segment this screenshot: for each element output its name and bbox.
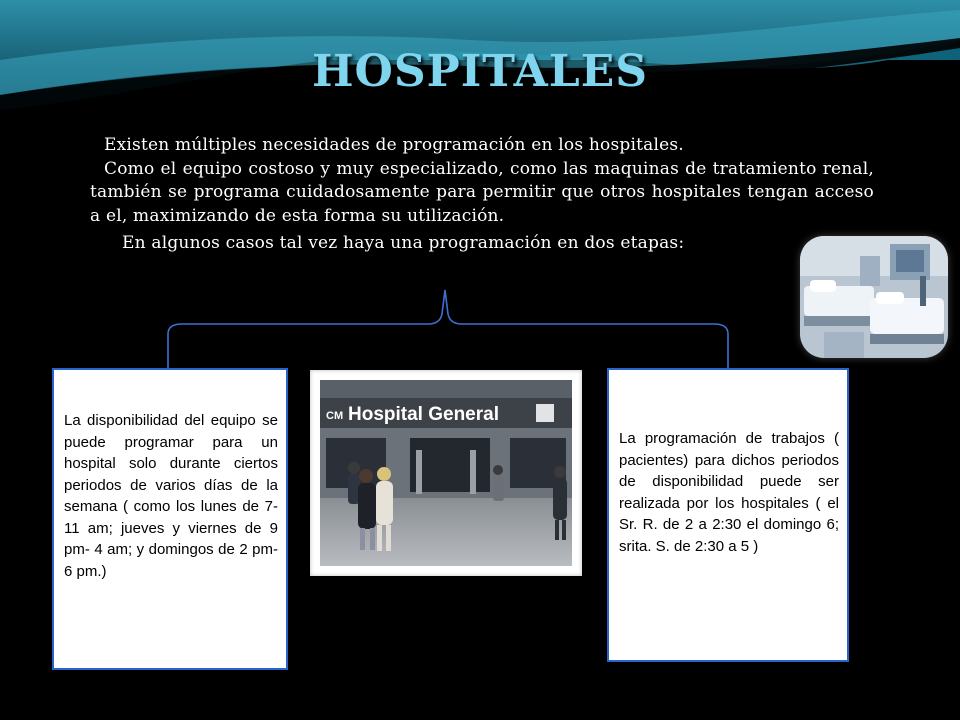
- hospital-room-image: [800, 236, 948, 358]
- left-text-box: La disponibilidad del equipo se puede programar para un hospital solo durante ciertos periodos de varios días de la semana ( como los lunes de 7- 11 am; jueves y viernes de 9 pm- 4 am; y domingos de 2 pm- 6 pm.): [52, 368, 288, 670]
- hospital-room-photo: [800, 236, 948, 358]
- photo-sign-text: Hospital General: [348, 404, 499, 425]
- body-text: [90, 134, 874, 256]
- slide-title: HOSPITALES: [311, 46, 649, 97]
- photo-logo: CM: [326, 410, 344, 422]
- paragraph-1: Existen múltiples necesidades de programación en los hospitales.: [104, 135, 684, 155]
- paragraph-3: En algunos casos tal vez haya una programación en dos etapas:: [122, 233, 685, 253]
- hospital-entrance-photo: [320, 380, 572, 566]
- brace-connector: [160, 286, 740, 376]
- hospital-photo-frame: [310, 370, 582, 576]
- right-text-box: La programación de trabajos ( pacientes) para dichos periodos de disponibilidad puede ser realizada por los hospitales ( el Sr. R. de 2 a 2:30 el domingo 6; srita. S. de 2:30 a 5 ): [607, 368, 849, 662]
- paragraph-2: Como el equipo costoso y muy especializado, como las maquinas de tratamiento renal, también se programa cuidadosamente para permitir que otros hospitales tengan acceso a el, maximizando de esta forma su utilización.: [90, 158, 874, 226]
